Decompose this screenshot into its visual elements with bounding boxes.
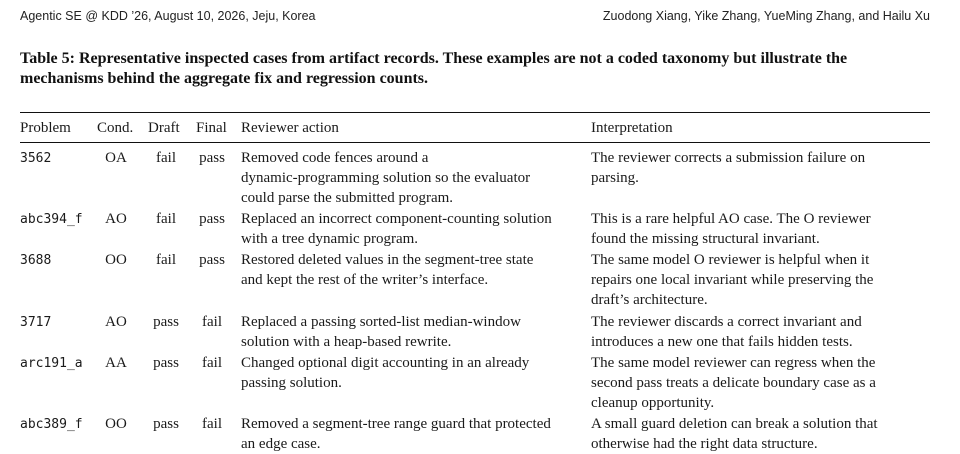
cell-problem: 3688 (20, 253, 52, 268)
cell-cond: AO (105, 314, 127, 330)
cell-draft: pass (153, 355, 179, 371)
cell-action: Removed a segment-tree range guard that protected an edge case. (241, 416, 551, 452)
col-header-draft: Draft (148, 120, 180, 136)
cell-draft: fail (156, 252, 176, 268)
cell-problem: abc394_f (20, 212, 83, 227)
cell-action: Replaced a passing sorted-list median-window solution with a heap-based rewrite. (241, 314, 521, 350)
cell-problem: 3717 (20, 315, 52, 330)
cell-final: fail (202, 314, 222, 330)
header-venue: Agentic SE @ KDD ’26, August 10, 2026, Jeju, Korea (20, 9, 316, 23)
cell-final: pass (199, 252, 225, 268)
cell-problem: abc389_f (20, 417, 83, 432)
cell-final: fail (202, 355, 222, 371)
cell-interpretation: This is a rare helpful AO case. The O reviewer found the missing structural invariant. (591, 211, 871, 247)
col-header-reviewer-action: Reviewer action (241, 120, 339, 136)
cell-interpretation: The same model O reviewer is helpful when it repairs one local invariant while preserving the draft’s architecture. (591, 252, 874, 308)
table-caption: Table 5: Representative inspected cases from artifact records. These examples are not a coded taxonomy but illustrate the mechanisms behind the aggregate fix and regression counts. (20, 50, 848, 87)
cell-interpretation: The reviewer discards a correct invariant and introduces a new one that fails hidden tests. (591, 314, 862, 350)
cell-interpretation: The reviewer corrects a submission failure on parsing. (591, 150, 866, 186)
cell-cond: OA (105, 150, 127, 166)
cell-cond: OO (105, 416, 127, 432)
cell-action: Replaced an incorrect component-counting solution with a tree dynamic program. (241, 211, 552, 247)
cell-final: pass (199, 211, 225, 227)
cell-cond: AO (105, 211, 127, 227)
table-top-rule (20, 112, 930, 113)
header-authors: Zuodong Xiang, Yike Zhang, YueMing Zhang, and Hailu Xu (602, 9, 930, 23)
col-header-cond: Cond. (97, 120, 134, 136)
cell-action: Changed optional digit accounting in an already passing solution. (241, 355, 530, 391)
col-header-interpretation: Interpretation (591, 120, 673, 136)
cell-interpretation: The same model reviewer can regress when the second pass treats a delicate boundary case as a cleanup opportunity. (591, 355, 876, 411)
col-header-final: Final (196, 120, 227, 136)
cell-draft: pass (153, 416, 179, 432)
col-header-problem: Problem (20, 120, 71, 136)
cell-cond: AA (105, 355, 127, 371)
cell-draft: fail (156, 211, 176, 227)
cell-problem: 3562 (20, 151, 52, 166)
cell-draft: pass (153, 314, 179, 330)
cell-problem: arc191_a (20, 356, 83, 371)
table-header-rule (20, 142, 930, 143)
cell-interpretation: A small guard deletion can break a solution that otherwise had the right data structure. (591, 416, 878, 452)
cell-draft: fail (156, 150, 176, 166)
cell-final: pass (199, 150, 225, 166)
cell-action: Removed code fences around a dynamic-programming solution so the evaluator could parse the submitted program. (241, 150, 531, 206)
running-header (20, 9, 930, 23)
cell-action: Restored deleted values in the segment-tree state and kept the rest of the writer’s interface. (241, 252, 534, 288)
cell-cond: OO (105, 252, 127, 268)
cell-final: fail (202, 416, 222, 432)
